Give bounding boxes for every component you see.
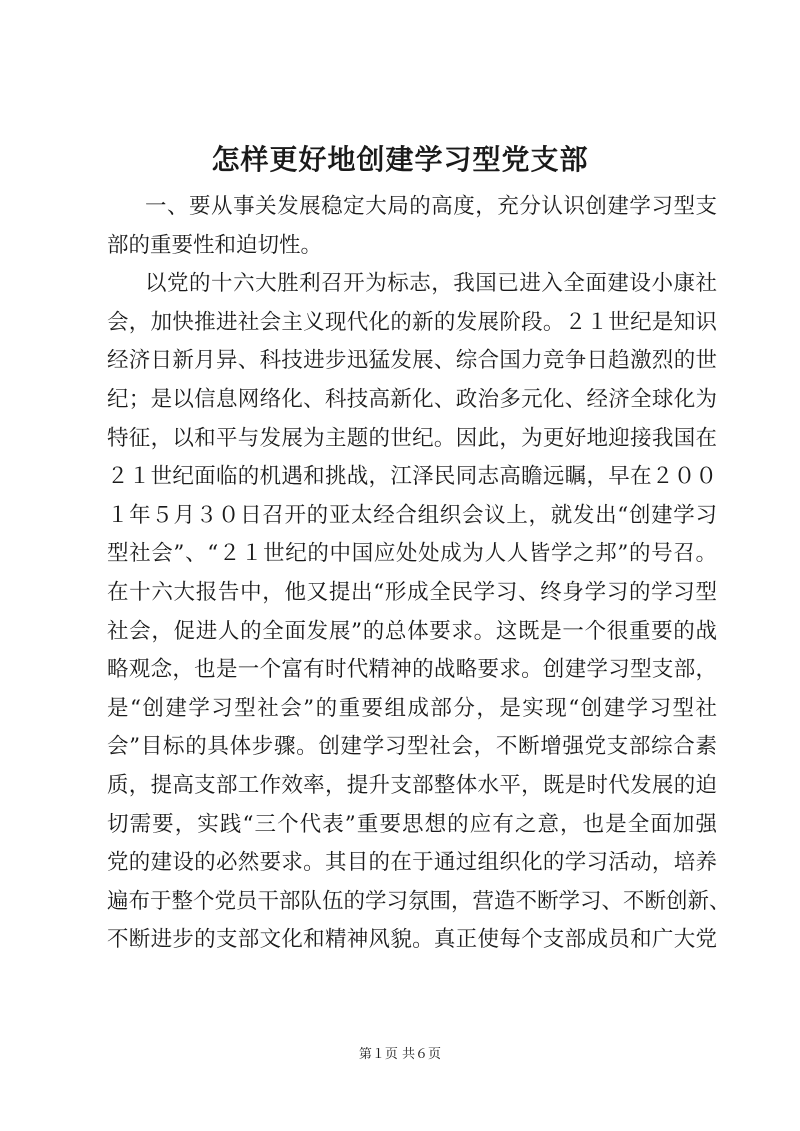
text-line: 遍布于整个党员干部队伍的学习氛围，营造不断学习、不断创新、: [107, 888, 731, 914]
text-line: 切需要，实践“三个代表”重要思想的应有之意，也是全面加强: [107, 811, 717, 837]
text-line: 纪；是以信息网络化、科技高新化、政治多元化、经济全球化为: [107, 386, 717, 412]
text-line: 部的重要性和迫切性。: [107, 232, 323, 258]
text-line: 社会，促进人的全面发展”的总体要求。这既是一个很重要的战: [107, 618, 717, 644]
text-line: 会，加快推进社会主义现代化的新的发展阶段。２１世纪是知识: [107, 309, 717, 335]
text-line: ２１世纪面临的机遇和挑战，江泽民同志高瞻远瞩，早在２００: [107, 464, 717, 490]
text-line: 是“创建学习型社会”的重要组成部分，是实现“创建学习型社: [107, 695, 717, 721]
text-line: 党的建设的必然要求。其目的在于通过组织化的学习活动，培养: [107, 850, 717, 876]
text-line: 经济日新月异、科技进步迅猛发展、综合国力竞争日趋激烈的世: [107, 348, 717, 374]
document-body: [107, 188, 731, 960]
text-line: 以党的十六大胜利召开为标志，我国已进入全面建设小康社: [145, 271, 717, 297]
text-line: 质，提高支部工作效率，提升支部整体水平，既是时代发展的迫: [107, 772, 717, 798]
text-line: 略观念，也是一个富有时代精神的战略要求。创建学习型支部，: [107, 657, 717, 683]
text-line: 特征，以和平与发展为主题的世纪。因此，为更好地迎接我国在: [107, 425, 717, 451]
text-line: 会”目标的具体步骤。创建学习型社会，不断增强党支部综合素: [107, 734, 717, 760]
text-line: 不断进步的支部文化和精神风貌。真正使每个支部成员和广大党: [107, 927, 717, 953]
text-line: 一、要从事关发展稳定大局的高度，充分认识创建学习型支: [145, 194, 717, 219]
text-line: 型社会”、“２１世纪的中国应处处成为人人皆学之邦”的号召。: [107, 541, 717, 567]
text-line: １年５月３０日召开的亚太经合组织会议上，就发出“创建学习: [107, 502, 717, 528]
text-line: 在十六大报告中，他又提出“形成全民学习、终身学习的学习型: [107, 579, 717, 605]
page-number: 第１页 共６页: [358, 1047, 442, 1062]
document-title: 怎样更好地创建学习型党支部: [211, 143, 589, 176]
